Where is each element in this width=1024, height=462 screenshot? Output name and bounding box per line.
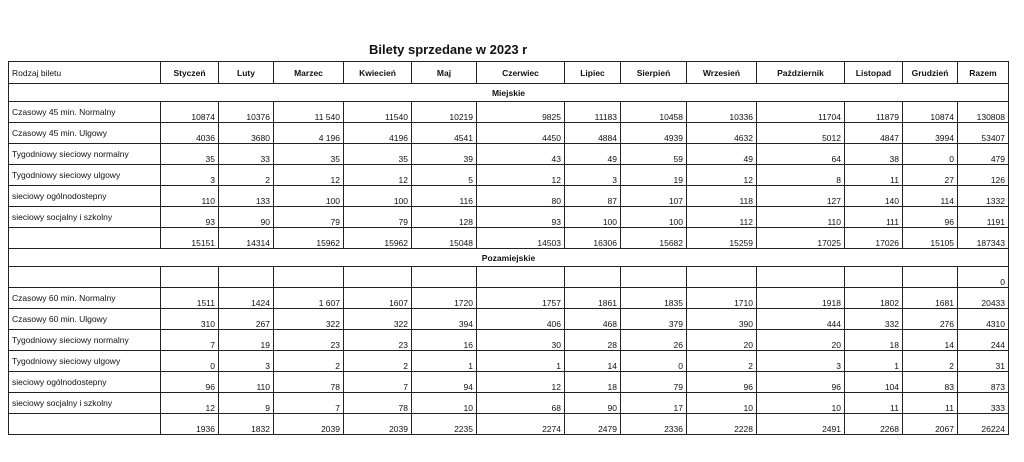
table-cell: 4541 bbox=[412, 123, 477, 144]
table-cell: 110 bbox=[219, 372, 274, 393]
table-cell: 7 bbox=[344, 372, 412, 393]
table-cell: 28 bbox=[565, 330, 621, 351]
table-cell: 3680 bbox=[219, 123, 274, 144]
table-cell: 5 bbox=[412, 165, 477, 186]
table-cell: 1936 bbox=[161, 414, 219, 435]
table-cell: 1607 bbox=[344, 288, 412, 309]
column-header: Marzec bbox=[274, 62, 344, 84]
table-cell: 49 bbox=[687, 144, 757, 165]
column-header: Luty bbox=[219, 62, 274, 84]
table-cell: 2 bbox=[219, 165, 274, 186]
table-row bbox=[9, 165, 1009, 186]
table-cell: 4 196 bbox=[274, 123, 344, 144]
table-cell: 3994 bbox=[903, 123, 958, 144]
table-cell: 0 bbox=[621, 351, 687, 372]
column-header: Grudzień bbox=[903, 62, 958, 84]
table-cell: 31 bbox=[958, 351, 1009, 372]
table-cell: 11 bbox=[903, 393, 958, 414]
table-cell: 4196 bbox=[344, 123, 412, 144]
table-cell: 26 bbox=[621, 330, 687, 351]
table-cell: 12 bbox=[477, 165, 565, 186]
table-row bbox=[9, 144, 1009, 165]
table-row bbox=[9, 288, 1009, 309]
table-cell: 0 bbox=[161, 351, 219, 372]
table-cell: 96 bbox=[757, 372, 845, 393]
table-cell: 10 bbox=[687, 393, 757, 414]
table-cell: 78 bbox=[344, 393, 412, 414]
table-cell: 2268 bbox=[845, 414, 903, 435]
table-cell: 9825 bbox=[477, 102, 565, 123]
table-cell: 2336 bbox=[621, 414, 687, 435]
table-cell: 96 bbox=[687, 372, 757, 393]
table-cell: 16306 bbox=[565, 228, 621, 249]
table-cell: 15259 bbox=[687, 228, 757, 249]
table-cell: 15151 bbox=[161, 228, 219, 249]
table-row bbox=[9, 186, 1009, 207]
section-title: Miejskie bbox=[9, 84, 1009, 102]
column-header: Rodzaj biletu bbox=[9, 62, 161, 84]
table-cell: 107 bbox=[621, 186, 687, 207]
table-cell: 20 bbox=[757, 330, 845, 351]
table-cell: 11183 bbox=[565, 102, 621, 123]
table-cell: 4036 bbox=[161, 123, 219, 144]
row-label: Tygodniowy sieciowy ulgowy bbox=[9, 165, 161, 186]
table-cell: 468 bbox=[565, 309, 621, 330]
table-row bbox=[9, 267, 1009, 288]
table-cell bbox=[845, 267, 903, 288]
table-cell: 110 bbox=[757, 207, 845, 228]
row-label: Czasowy 45 min. Normalny bbox=[9, 102, 161, 123]
table-cell: 59 bbox=[621, 144, 687, 165]
row-label: sieciowy ogólnodostepny bbox=[9, 372, 161, 393]
table-cell: 64 bbox=[757, 144, 845, 165]
table-cell: 7 bbox=[161, 330, 219, 351]
table-cell: 79 bbox=[621, 372, 687, 393]
table-cell: 23 bbox=[274, 330, 344, 351]
table-cell: 17 bbox=[621, 393, 687, 414]
table-cell: 3 bbox=[757, 351, 845, 372]
table-body bbox=[9, 84, 1009, 435]
column-header: Maj bbox=[412, 62, 477, 84]
table-cell: 33 bbox=[219, 144, 274, 165]
column-header: Październik bbox=[757, 62, 845, 84]
column-header: Wrzesień bbox=[687, 62, 757, 84]
row-label: sieciowy socjalny i szkolny bbox=[9, 393, 161, 414]
table-cell bbox=[903, 267, 958, 288]
table-cell: 112 bbox=[687, 207, 757, 228]
document-title: Bilety sprzedane w 2023 r bbox=[369, 42, 528, 57]
table-cell: 3 bbox=[219, 351, 274, 372]
table-cell: 4939 bbox=[621, 123, 687, 144]
table-cell bbox=[687, 267, 757, 288]
table-cell: 19 bbox=[621, 165, 687, 186]
table-cell: 10458 bbox=[621, 102, 687, 123]
table-cell: 104 bbox=[845, 372, 903, 393]
row-label: sieciowy ogólnodostepny bbox=[9, 186, 161, 207]
table-cell: 43 bbox=[477, 144, 565, 165]
table-cell: 2039 bbox=[274, 414, 344, 435]
table-cell: 1710 bbox=[687, 288, 757, 309]
table-cell: 8 bbox=[757, 165, 845, 186]
column-header: Kwiecień bbox=[344, 62, 412, 84]
table-cell: 10874 bbox=[161, 102, 219, 123]
table-cell: 2479 bbox=[565, 414, 621, 435]
table-cell: 15682 bbox=[621, 228, 687, 249]
table-cell: 2 bbox=[903, 351, 958, 372]
table-cell bbox=[161, 267, 219, 288]
table-cell: 2235 bbox=[412, 414, 477, 435]
table-cell bbox=[565, 267, 621, 288]
table-cell: 80 bbox=[477, 186, 565, 207]
table-row bbox=[9, 372, 1009, 393]
table-cell: 17025 bbox=[757, 228, 845, 249]
table-cell: 100 bbox=[274, 186, 344, 207]
table-cell bbox=[477, 267, 565, 288]
row-label bbox=[9, 414, 161, 435]
table-cell: 26224 bbox=[958, 414, 1009, 435]
table-cell: 479 bbox=[958, 144, 1009, 165]
table-cell: 133 bbox=[219, 186, 274, 207]
row-label: Czasowy 45 min. Ulgowy bbox=[9, 123, 161, 144]
table-cell: 11 bbox=[845, 393, 903, 414]
table-cell bbox=[344, 267, 412, 288]
table-cell: 1 607 bbox=[274, 288, 344, 309]
table-cell: 187343 bbox=[958, 228, 1009, 249]
table-cell: 2 bbox=[274, 351, 344, 372]
table-cell: 126 bbox=[958, 165, 1009, 186]
table-cell: 1861 bbox=[565, 288, 621, 309]
table-cell: 11879 bbox=[845, 102, 903, 123]
table-cell: 0 bbox=[958, 267, 1009, 288]
table-cell: 4450 bbox=[477, 123, 565, 144]
table-cell: 87 bbox=[565, 186, 621, 207]
table-cell: 12 bbox=[687, 165, 757, 186]
table-row bbox=[9, 228, 1009, 249]
table-cell: 4632 bbox=[687, 123, 757, 144]
table-cell: 39 bbox=[412, 144, 477, 165]
table-cell: 11 540 bbox=[274, 102, 344, 123]
table-cell: 1802 bbox=[845, 288, 903, 309]
table-row bbox=[9, 309, 1009, 330]
table-cell: 94 bbox=[412, 372, 477, 393]
table-cell: 10 bbox=[412, 393, 477, 414]
table-cell: 1 bbox=[412, 351, 477, 372]
table-cell: 11704 bbox=[757, 102, 845, 123]
table-row bbox=[9, 102, 1009, 123]
table-cell: 2491 bbox=[757, 414, 845, 435]
table-cell: 53407 bbox=[958, 123, 1009, 144]
table-cell: 12 bbox=[477, 372, 565, 393]
table-cell: 35 bbox=[161, 144, 219, 165]
table-cell: 379 bbox=[621, 309, 687, 330]
table-cell: 10376 bbox=[219, 102, 274, 123]
table-cell: 15048 bbox=[412, 228, 477, 249]
table-cell: 9 bbox=[219, 393, 274, 414]
tickets-table bbox=[8, 61, 1009, 435]
table-cell: 2 bbox=[344, 351, 412, 372]
table-cell: 15105 bbox=[903, 228, 958, 249]
table-cell: 1191 bbox=[958, 207, 1009, 228]
table-row bbox=[9, 330, 1009, 351]
table-cell: 90 bbox=[565, 393, 621, 414]
table-cell: 332 bbox=[845, 309, 903, 330]
table-cell: 2067 bbox=[903, 414, 958, 435]
table-cell: 1757 bbox=[477, 288, 565, 309]
column-header: Razem bbox=[958, 62, 1009, 84]
table-cell: 2039 bbox=[344, 414, 412, 435]
table-cell: 0 bbox=[903, 144, 958, 165]
table-cell: 310 bbox=[161, 309, 219, 330]
table-cell: 18 bbox=[565, 372, 621, 393]
table-cell: 17026 bbox=[845, 228, 903, 249]
row-label bbox=[9, 228, 161, 249]
table-cell: 390 bbox=[687, 309, 757, 330]
table-cell: 14314 bbox=[219, 228, 274, 249]
column-header: Lipiec bbox=[565, 62, 621, 84]
row-label: Tygodniowy sieciowy ulgowy bbox=[9, 351, 161, 372]
table-cell: 15962 bbox=[344, 228, 412, 249]
table-cell: 93 bbox=[161, 207, 219, 228]
table-cell: 333 bbox=[958, 393, 1009, 414]
table-cell: 394 bbox=[412, 309, 477, 330]
table-cell: 4310 bbox=[958, 309, 1009, 330]
table-cell bbox=[757, 267, 845, 288]
table-cell: 96 bbox=[903, 207, 958, 228]
table-cell: 14503 bbox=[477, 228, 565, 249]
table-cell: 873 bbox=[958, 372, 1009, 393]
table-cell: 11 bbox=[845, 165, 903, 186]
table-cell: 2 bbox=[687, 351, 757, 372]
table-cell: 79 bbox=[344, 207, 412, 228]
header-row bbox=[9, 62, 1009, 84]
table-row bbox=[9, 414, 1009, 435]
table-cell: 3 bbox=[565, 165, 621, 186]
table-cell: 1332 bbox=[958, 186, 1009, 207]
table-row bbox=[9, 123, 1009, 144]
table-row bbox=[9, 351, 1009, 372]
column-header: Sierpień bbox=[621, 62, 687, 84]
table-cell: 90 bbox=[219, 207, 274, 228]
table-cell: 15962 bbox=[274, 228, 344, 249]
table-cell: 19 bbox=[219, 330, 274, 351]
table-cell: 100 bbox=[344, 186, 412, 207]
table-cell: 27 bbox=[903, 165, 958, 186]
table-cell: 10874 bbox=[903, 102, 958, 123]
column-header: Czerwiec bbox=[477, 62, 565, 84]
table-cell: 12 bbox=[274, 165, 344, 186]
table-cell: 130808 bbox=[958, 102, 1009, 123]
table-cell: 96 bbox=[161, 372, 219, 393]
table-cell: 14 bbox=[903, 330, 958, 351]
table-cell: 14 bbox=[565, 351, 621, 372]
table-cell: 10 bbox=[757, 393, 845, 414]
table-cell: 93 bbox=[477, 207, 565, 228]
table-cell: 244 bbox=[958, 330, 1009, 351]
table-cell: 116 bbox=[412, 186, 477, 207]
section-row bbox=[9, 249, 1009, 267]
table-cell: 11540 bbox=[344, 102, 412, 123]
table-cell: 18 bbox=[845, 330, 903, 351]
table-cell bbox=[412, 267, 477, 288]
table-cell: 322 bbox=[344, 309, 412, 330]
table-cell: 4847 bbox=[845, 123, 903, 144]
table-cell: 1918 bbox=[757, 288, 845, 309]
table-cell: 127 bbox=[757, 186, 845, 207]
table-cell: 68 bbox=[477, 393, 565, 414]
table-cell: 2274 bbox=[477, 414, 565, 435]
table-cell bbox=[219, 267, 274, 288]
row-label: Tygodniowy sieciowy normalny bbox=[9, 330, 161, 351]
table-cell: 100 bbox=[621, 207, 687, 228]
table-cell: 118 bbox=[687, 186, 757, 207]
table-cell: 30 bbox=[477, 330, 565, 351]
table-cell: 7 bbox=[274, 393, 344, 414]
table-cell: 1511 bbox=[161, 288, 219, 309]
table-cell: 35 bbox=[274, 144, 344, 165]
table-row bbox=[9, 393, 1009, 414]
table-cell: 111 bbox=[845, 207, 903, 228]
row-label: Czasowy 60 min. Ulgowy bbox=[9, 309, 161, 330]
table-cell: 4884 bbox=[565, 123, 621, 144]
row-label: sieciowy socjalny i szkolny bbox=[9, 207, 161, 228]
table-cell: 23 bbox=[344, 330, 412, 351]
table-cell: 16 bbox=[412, 330, 477, 351]
table-cell: 20 bbox=[687, 330, 757, 351]
table-cell: 5012 bbox=[757, 123, 845, 144]
table-cell bbox=[274, 267, 344, 288]
table-cell: 276 bbox=[903, 309, 958, 330]
table-cell: 1681 bbox=[903, 288, 958, 309]
table-cell: 140 bbox=[845, 186, 903, 207]
table-cell bbox=[621, 267, 687, 288]
column-header: Listopad bbox=[845, 62, 903, 84]
table-cell: 114 bbox=[903, 186, 958, 207]
section-title: Pozamiejskie bbox=[9, 249, 1009, 267]
table-cell: 83 bbox=[903, 372, 958, 393]
table-cell: 1 bbox=[845, 351, 903, 372]
table-cell: 267 bbox=[219, 309, 274, 330]
table-cell: 444 bbox=[757, 309, 845, 330]
table-cell: 49 bbox=[565, 144, 621, 165]
table-cell: 2228 bbox=[687, 414, 757, 435]
column-header: Styczeń bbox=[161, 62, 219, 84]
table-row bbox=[9, 207, 1009, 228]
table-cell: 1832 bbox=[219, 414, 274, 435]
table-cell: 38 bbox=[845, 144, 903, 165]
row-label: Tygodniowy sieciowy normalny bbox=[9, 144, 161, 165]
table-cell: 1720 bbox=[412, 288, 477, 309]
table-cell: 100 bbox=[565, 207, 621, 228]
table-cell: 110 bbox=[161, 186, 219, 207]
section-row bbox=[9, 84, 1009, 102]
table-cell: 12 bbox=[344, 165, 412, 186]
table-cell: 12 bbox=[161, 393, 219, 414]
table-cell: 1835 bbox=[621, 288, 687, 309]
table-cell: 35 bbox=[344, 144, 412, 165]
table-cell: 322 bbox=[274, 309, 344, 330]
row-label: Czasowy 60 min. Normalny bbox=[9, 288, 161, 309]
table-cell: 3 bbox=[161, 165, 219, 186]
table-cell: 1 bbox=[477, 351, 565, 372]
table-cell: 20433 bbox=[958, 288, 1009, 309]
row-label bbox=[9, 267, 161, 288]
table-cell: 128 bbox=[412, 207, 477, 228]
table-cell: 406 bbox=[477, 309, 565, 330]
table-cell: 1424 bbox=[219, 288, 274, 309]
table-cell: 78 bbox=[274, 372, 344, 393]
table-cell: 10219 bbox=[412, 102, 477, 123]
table-cell: 79 bbox=[274, 207, 344, 228]
table-cell: 10336 bbox=[687, 102, 757, 123]
